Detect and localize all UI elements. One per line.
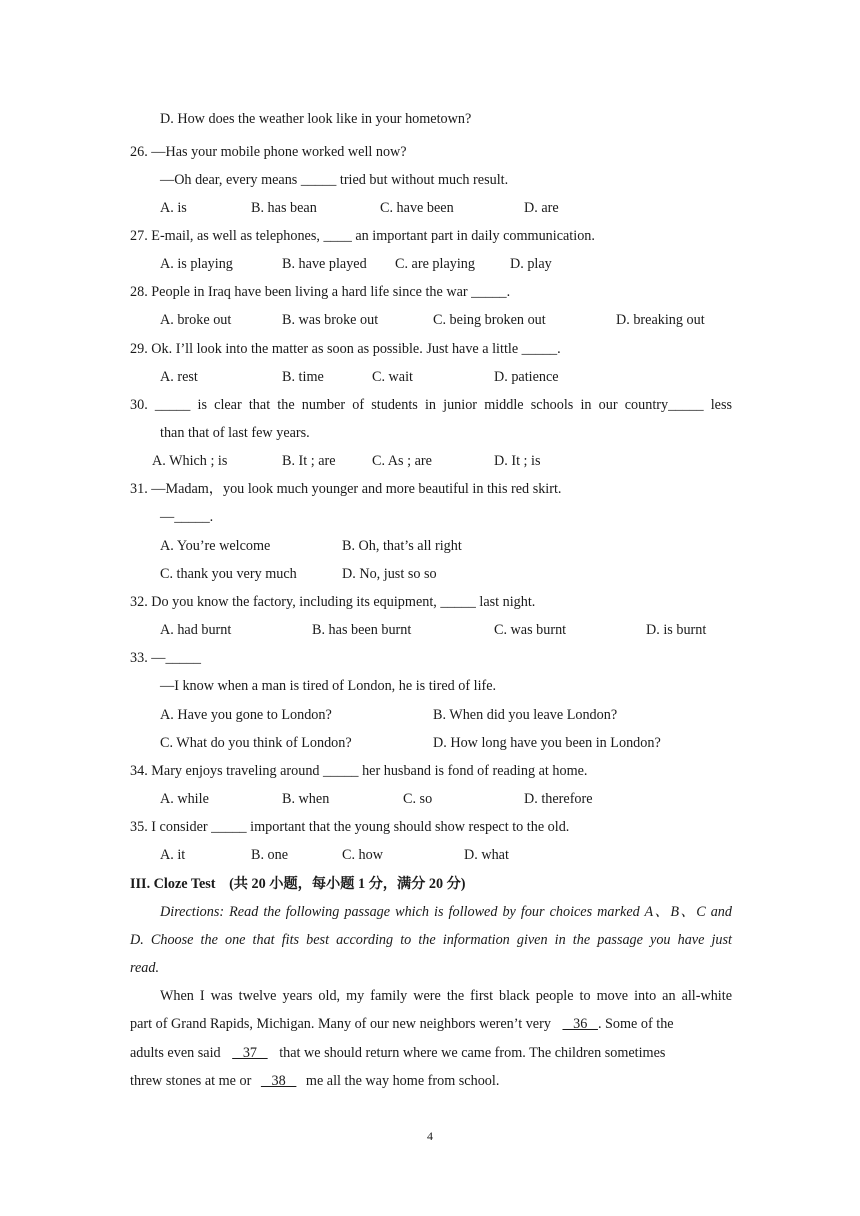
question-35-stem: 35. I consider _____ important that the young should show respect to the old. [130,819,570,835]
blank-38: 38 [260,1073,297,1089]
option-27c: C. are playing [395,256,475,272]
page-number: 4 [427,1129,433,1143]
question-27-stem: 27. E-mail, as well as telephones, ____ an important part in daily communication. [130,228,595,244]
option-33c: C. What do you think of London? [160,735,352,751]
passage-line3 [130,1044,665,1062]
directions-line1: Directions: Read the following passage which is followed by four choices marked A、B、C and [160,904,732,920]
directions-line2: D. Choose the one that fits best according to the information given in the passage you have just [130,932,732,948]
passage-text: adults even said [130,1045,221,1061]
option-29d: D. patience [494,369,559,385]
option-29c: C. wait [372,369,413,385]
directions-line3: read. [130,960,160,976]
passage-text: . Some of the [597,1016,674,1032]
option-26a: A. is [160,200,187,216]
option-26b: B. has bean [251,200,317,216]
option-25d: D. How does the weather look like in your hometown? [160,111,472,127]
option-33d: D. How long have you been in London? [433,735,661,751]
option-35b: B. one [251,847,289,863]
option-28b: B. was broke out [282,312,379,328]
passage-text: threw stones at me or [130,1073,252,1089]
option-30a: A. Which ; is [152,453,228,469]
option-32b: B. has been burnt [312,622,412,638]
section-heading [130,875,466,893]
passage-text: me all the way home from school. [305,1073,500,1089]
question-28-stem: 28. People in Iraq have been living a hard life since the war _____. [130,284,511,300]
question-26-stem: 26. —Has your mobile phone worked well now? [130,144,407,160]
option-34b: B. when [282,791,330,807]
passage-text: part of Grand Rapids, Michigan. Many of our new neighbors weren’t very [130,1016,551,1032]
question-34-stem: 34. Mary enjoys traveling around _____ her husband is fond of reading at home. [130,763,588,779]
section-note: (共 20 小题，每小题 1 分，满分 20 分) [229,876,466,892]
option-34d: D. therefore [524,791,593,807]
option-30d: D. It ; is [494,453,541,469]
option-28a: A. broke out [160,312,232,328]
question-33-stem: 33. —_____ [130,650,201,666]
option-28d: D. breaking out [616,312,705,328]
option-31a: A. You’re welcome [160,538,271,554]
question-29-stem: 29. Ok. I’ll look into the matter as soon as possible. Just have a little _____. [130,341,561,357]
question-33-reply: —I know when a man is tired of London, he is tired of life. [160,678,497,694]
blank-37: 37 [232,1045,268,1061]
passage-line1: When I was twelve years old, my family were the first black people to move into an all-white [160,988,732,1004]
blank-36: 36 [562,1016,598,1032]
option-32c: C. was burnt [494,622,567,638]
question-31-reply: —_____. [160,509,214,525]
question-26-reply: —Oh dear, every means _____ tried but without much result. [160,172,509,188]
option-34c: C. so [403,791,433,807]
passage-text: that we should return where we came from. The children sometimes [279,1045,666,1061]
option-35c: C. how [342,847,383,863]
option-34a: A. while [160,791,209,807]
option-29b: B. time [282,369,324,385]
option-31b: B. Oh, that’s all right [342,538,462,554]
option-26c: C. have been [380,200,454,216]
option-27a: A. is playing [160,256,233,272]
passage-line4 [130,1072,499,1090]
option-33a: A. Have you gone to London? [160,707,332,723]
option-31c: C. thank you very much [160,566,297,582]
option-26d: D. are [524,200,559,216]
option-33b: B. When did you leave London? [433,707,618,723]
question-30-stem-line1: 30. _____ is clear that the number of students in junior middle schools in our country_____ less [130,397,732,413]
option-30b: B. It ; are [282,453,336,469]
option-29a: A. rest [160,369,198,385]
option-27b: B. have played [282,256,367,272]
question-31-stem: 31. —Madam，you look much younger and more beautiful in this red skirt. [130,481,562,497]
option-35a: A. it [160,847,186,863]
option-35d: D. what [464,847,509,863]
option-32a: A. had burnt [160,622,232,638]
passage-line2 [130,1015,674,1033]
option-31d: D. No, just so so [342,566,437,582]
option-30c: C. As ; are [372,453,432,469]
option-32d: D. is burnt [646,622,707,638]
option-28c: C. being broken out [433,312,546,328]
option-27d: D. play [510,256,552,272]
question-30-stem-line2: than that of last few years. [160,425,310,441]
question-32-stem: 32. Do you know the factory, including its equipment, _____ last night. [130,594,536,610]
section-title: III. Cloze Test [130,876,216,892]
